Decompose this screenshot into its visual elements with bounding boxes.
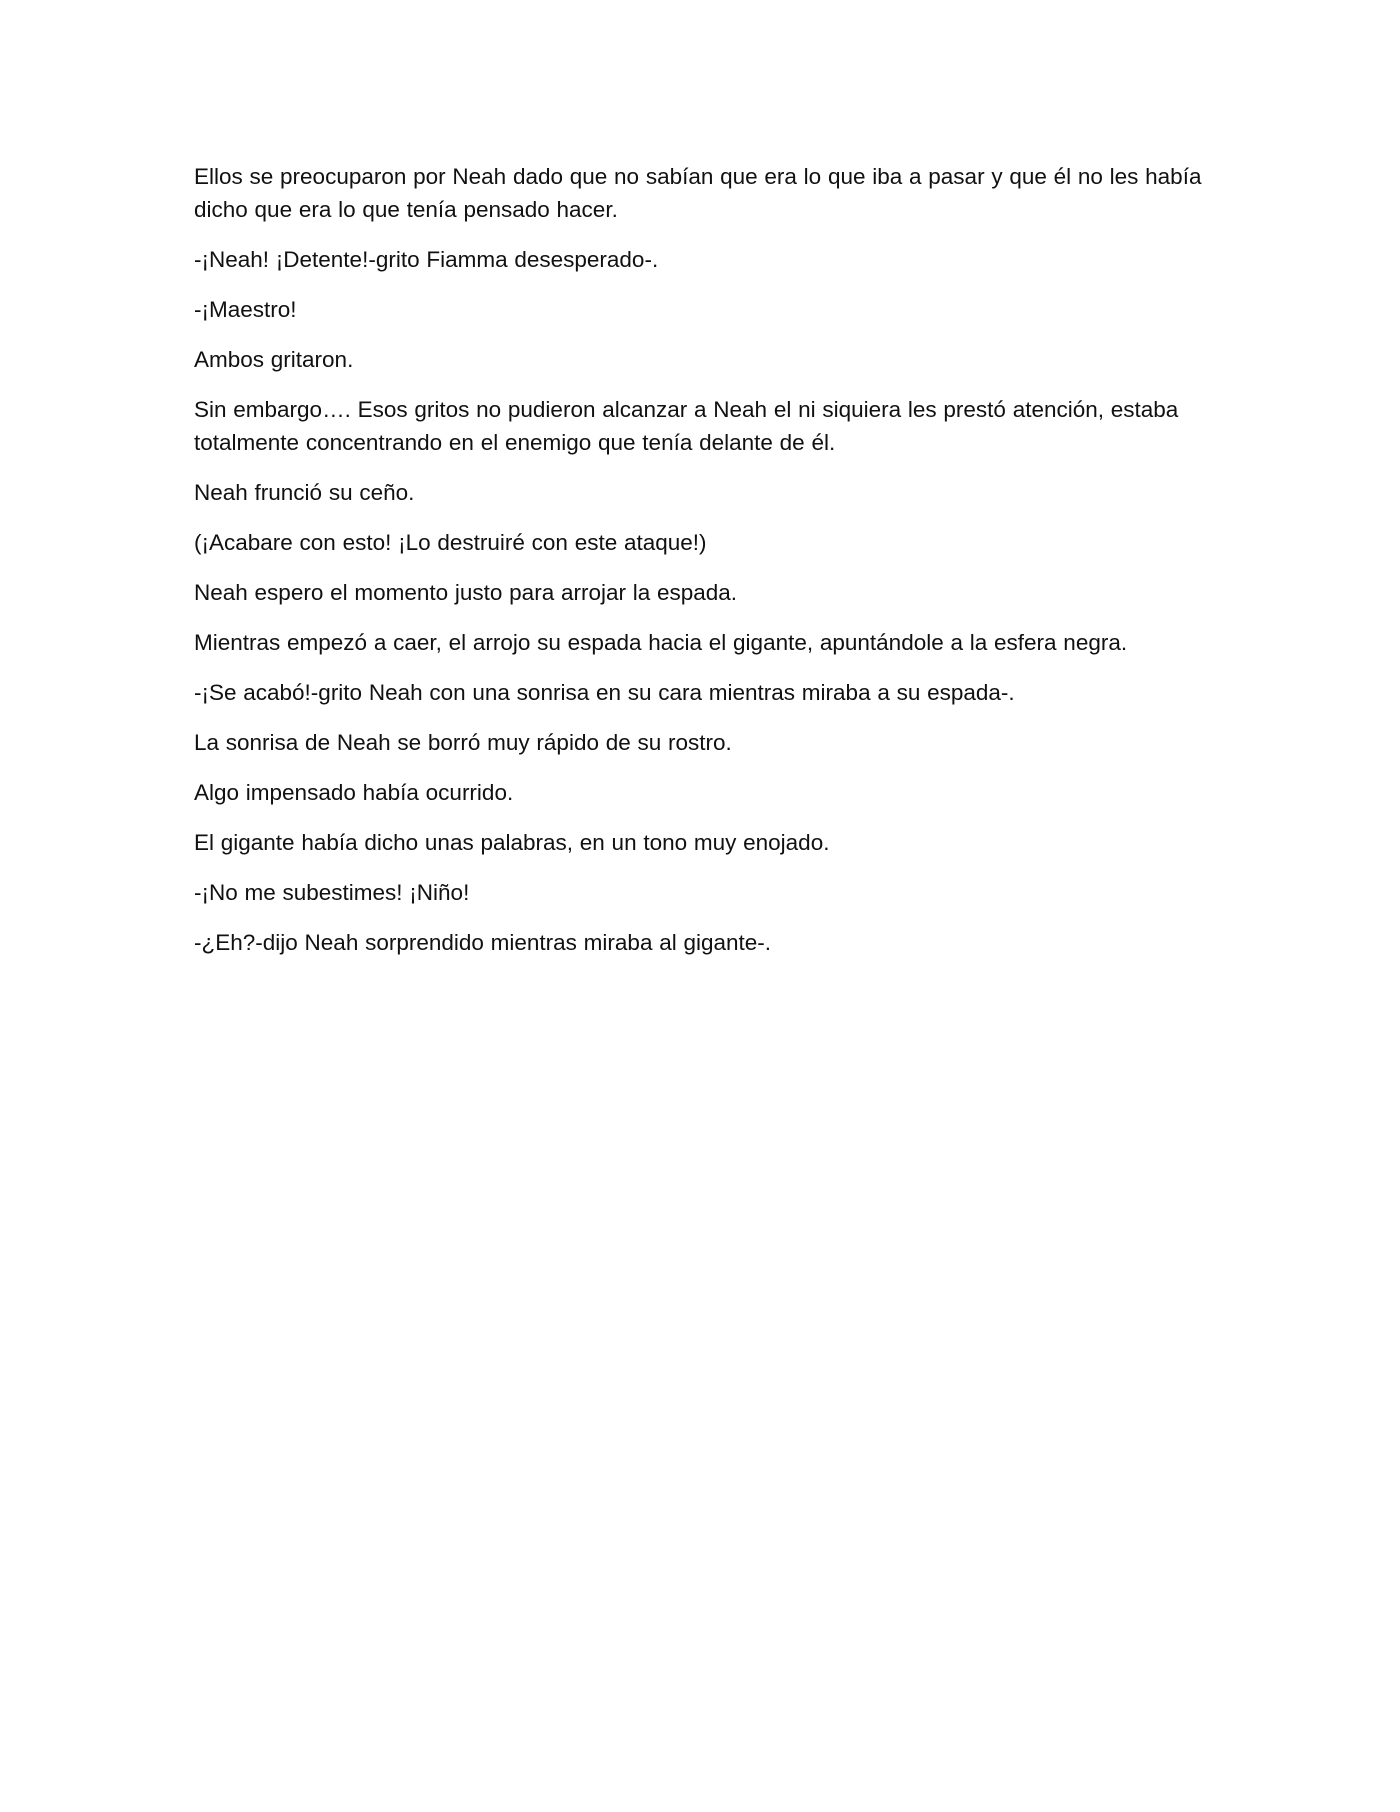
paragraph: Mientras empezó a caer, el arrojo su espada hacia el gigante, apuntándole a la esfera negra. bbox=[194, 630, 1128, 655]
paragraph: La sonrisa de Neah se borró muy rápido de su rostro. bbox=[194, 730, 732, 755]
paragraph: -¿Eh?-dijo Neah sorprendido mientras miraba al gigante-. bbox=[194, 930, 772, 955]
paragraph: Ambos gritaron. bbox=[194, 347, 354, 372]
paragraph: -¡Maestro! bbox=[194, 297, 297, 322]
paragraph: Ellos se preocuparon por Neah dado que no sabían que era lo que iba a pasar y que él no les había dicho que era lo que tenía pensado hacer. bbox=[194, 164, 1202, 222]
paragraph: (¡Acabare con esto! ¡Lo destruiré con este ataque!) bbox=[194, 530, 707, 555]
paragraph: -¡Se acabó!-grito Neah con una sonrisa en su cara mientras miraba a su espada-. bbox=[194, 680, 1015, 705]
paragraph: Algo impensado había ocurrido. bbox=[194, 780, 514, 805]
paragraph: Neah frunció su ceño. bbox=[194, 480, 415, 505]
paragraph: El gigante había dicho unas palabras, en un tono muy enojado. bbox=[194, 830, 830, 855]
document-body bbox=[194, 160, 1214, 976]
paragraph: -¡No me subestimes! ¡Niño! bbox=[194, 880, 470, 905]
paragraph: Sin embargo…. Esos gritos no pudieron alcanzar a Neah el ni siquiera les prestó atención, estaba totalmente concentrando en el enemigo que tenía delante de él. bbox=[194, 397, 1179, 455]
paragraph: Neah espero el momento justo para arrojar la espada. bbox=[194, 580, 738, 605]
paragraph: -¡Neah! ¡Detente!-grito Fiamma desesperado-. bbox=[194, 247, 659, 272]
